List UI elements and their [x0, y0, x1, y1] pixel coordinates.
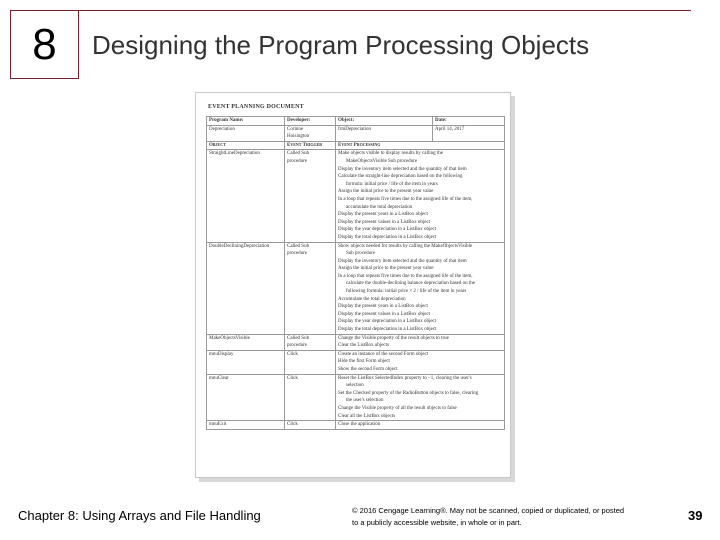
- processing-cell: [336, 242, 505, 334]
- info-header-label: Object:: [338, 118, 355, 123]
- event-planning-figure: [195, 92, 517, 487]
- processing-line: Assign the initial price to the present year value: [338, 189, 434, 195]
- column-header-cell: [336, 141, 505, 150]
- processing-line: accumulate the total depreciation: [346, 204, 413, 210]
- table-row: [207, 374, 505, 421]
- info-header-label: Date:: [435, 118, 447, 123]
- table-row: [207, 350, 505, 374]
- processing-line: selection: [346, 383, 364, 389]
- object-name: mnuDisplay: [209, 351, 234, 357]
- processing-line: Display the year depreciation in a ListBox object: [338, 227, 437, 233]
- copyright-notice: © 2016 Cengage Learning®. May not be scanned, copied or duplicated, or posted to a publicly accessible website, in whole or in part.: [352, 506, 625, 527]
- processing-line: formula: initial price / life of the item in years: [346, 181, 438, 187]
- event-planning-table-body: [207, 117, 505, 430]
- trigger-cell: [285, 350, 336, 374]
- object-cell: [207, 421, 285, 430]
- processing-line: Display the total depreciation in a ListBox object: [338, 327, 437, 333]
- processing-line: Show objects needed for results by calling the MakeObjectsVisible: [338, 243, 473, 249]
- page-number: 39: [688, 508, 703, 523]
- info-value-line: Depreciation: [209, 126, 235, 132]
- processing-line: Make objects visible to display results by calling the: [338, 151, 443, 157]
- table-row: [207, 421, 505, 430]
- info-header-label: Developer:: [287, 118, 311, 123]
- processing-line: following formula: initial price × 2 / life of the item in years: [346, 289, 467, 295]
- info-value-cell: [285, 125, 336, 141]
- column-header-label: Event Processing: [338, 142, 381, 148]
- info-header-cell: [207, 117, 285, 126]
- trigger-cell: [285, 242, 336, 334]
- chapter-number-box: [10, 10, 79, 79]
- processing-line: Assign the initial price to the present year value: [338, 266, 434, 272]
- processing-line: Create an instance of the second Form object: [338, 351, 429, 357]
- info-value-line: April 14, 2017: [435, 126, 465, 132]
- table-row: [207, 334, 505, 350]
- trigger-line: procedure: [287, 343, 307, 349]
- event-planning-document: [195, 92, 511, 478]
- trigger-line: procedure: [287, 251, 307, 257]
- info-header-cell: [433, 117, 505, 126]
- column-header-cell: [285, 141, 336, 150]
- table-row: [207, 242, 505, 334]
- processing-line: Display the present years in a ListBox object: [338, 304, 428, 310]
- processing-cell: [336, 150, 505, 242]
- object-name: mnuClear: [209, 375, 229, 381]
- document-title: EVENT PLANNING DOCUMENT: [208, 104, 304, 110]
- processing-line: Change the Visible property of the result objects to true: [338, 335, 449, 341]
- processing-line: In a loop that repeats five times due to the assigned life of the item,: [338, 273, 473, 279]
- chapter-footer: Chapter 8: Using Arrays and File Handling: [18, 508, 261, 523]
- processing-line: In a loop that repeats five times due to the assigned life of the item,: [338, 196, 473, 202]
- chapter-number: 8: [32, 19, 57, 69]
- info-header-cell: [336, 117, 433, 126]
- processing-line: MakeObjectsVisible Sub procedure: [346, 158, 418, 164]
- trigger-line: Click: [287, 375, 298, 381]
- object-cell: [207, 334, 285, 350]
- processing-line: Calculate the straight-line depreciation based on the following: [338, 174, 463, 180]
- info-value-cell: [207, 125, 285, 141]
- trigger-line: procedure: [287, 158, 307, 164]
- processing-line: Close the application: [338, 422, 381, 428]
- processing-line: the user's selection: [346, 398, 384, 404]
- info-value-line: Hoisington: [287, 134, 310, 140]
- column-header-label: Object: [209, 142, 226, 148]
- processing-line: Display the present values in a ListBox object: [338, 219, 431, 225]
- trigger-line: Click: [287, 351, 298, 357]
- object-name: DoubleDecliningDepreciation: [209, 243, 270, 249]
- info-value-row: [207, 125, 505, 141]
- info-value-cell: [433, 125, 505, 141]
- object-cell: [207, 242, 285, 334]
- processing-line: Display the inventory item selected and the quantity of that item: [338, 258, 467, 264]
- processing-cell: [336, 374, 505, 421]
- trigger-cell: [285, 150, 336, 242]
- header-rule: [79, 10, 691, 11]
- processing-line: Change the Visible property of all the result objects to false: [338, 405, 457, 411]
- object-name: MakeObjectsVisible: [209, 335, 250, 341]
- trigger-line: Called Sub: [287, 243, 310, 249]
- table-row: [207, 150, 505, 242]
- processing-cell: [336, 334, 505, 350]
- info-header-label: Program Name:: [209, 118, 244, 123]
- processing-line: Sub procedure: [346, 251, 376, 257]
- processing-line: Show the second Form object: [338, 367, 398, 372]
- processing-line: Display the year depreciation in a ListBox object: [338, 319, 437, 325]
- info-value-line: Corinne: [287, 126, 304, 132]
- event-planning-table: [206, 116, 505, 430]
- trigger-line: Called Sub: [287, 151, 310, 157]
- trigger-line: Click: [287, 422, 298, 428]
- object-cell: [207, 374, 285, 421]
- trigger-cell: [285, 374, 336, 421]
- object-cell: [207, 350, 285, 374]
- info-header-cell: [285, 117, 336, 126]
- info-value-cell: [336, 125, 433, 141]
- processing-line: Accumulate the total depreciation: [338, 296, 406, 302]
- info-header-row: [207, 117, 505, 126]
- processing-line: calculate the double-declining balance depreciation based on the: [346, 281, 475, 287]
- info-value-line: frmDepreciation: [338, 126, 372, 132]
- processing-line: Display the present years in a ListBox object: [338, 212, 428, 218]
- column-header-row: [207, 141, 505, 150]
- processing-cell: [336, 350, 505, 374]
- object-cell: [207, 150, 285, 242]
- processing-line: Display the present values in a ListBox object: [338, 311, 431, 317]
- processing-line: Reset the ListBox SelectedIndex property to −1, clearing the user's: [338, 375, 472, 381]
- trigger-line: Called Sub: [287, 335, 310, 341]
- processing-line: Clear all the ListBox objects: [338, 413, 396, 419]
- processing-line: Display the total depreciation in a ListBox object: [338, 234, 437, 240]
- processing-line: Clear the ListBox objects: [338, 343, 389, 349]
- column-header-cell: [207, 141, 285, 150]
- slide-title: Designing the Program Processing Objects: [92, 30, 590, 60]
- trigger-cell: [285, 421, 336, 430]
- processing-line: Set the Checked property of the RadioButton objects to false, clearing: [338, 390, 479, 396]
- trigger-cell: [285, 334, 336, 350]
- processing-line: Hide the first Form object: [338, 359, 390, 365]
- object-name: mnuExit: [209, 422, 227, 428]
- object-name: StraightLineDepreciation: [209, 151, 260, 157]
- processing-line: Display the inventory item selected and the quantity of that item: [338, 166, 467, 172]
- column-header-label: Event Trigger: [287, 142, 323, 148]
- processing-cell: [336, 421, 505, 430]
